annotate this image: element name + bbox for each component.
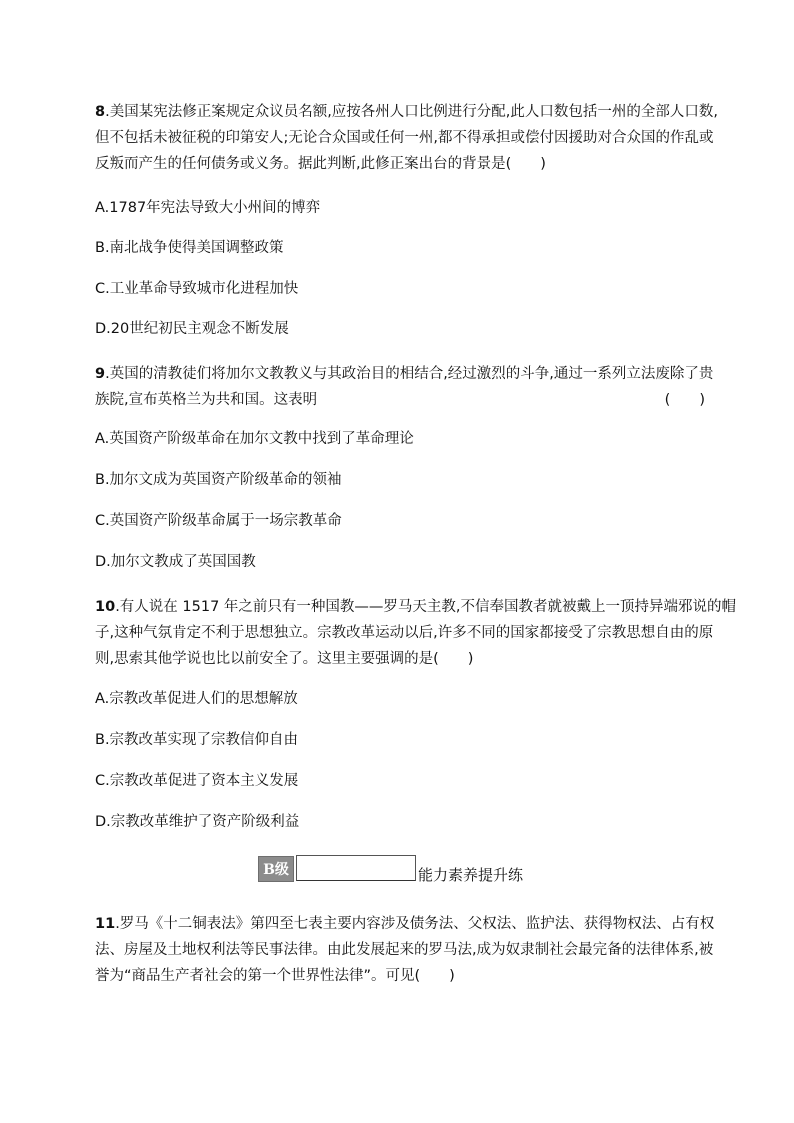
q9-option-a[interactable]: A.英国资产阶级革命在加尔文教中找到了革命理论 [95,431,414,447]
question-9-line-2: 族院,宣布英格兰为共和国。这表明 ( ) [95,387,705,413]
level-underline-box [296,855,416,881]
q8-option-a[interactable]: A.1787年宪法导致大小州间的博弈 [95,200,321,216]
question-10-line-3: 则,思索其他学说也比以前安全了。这里主要强调的是( ) [95,651,474,667]
q9-option-d[interactable]: D.加尔文教成了英国国教 [95,554,256,570]
question-9 [95,361,714,413]
level-badge: B级 [258,856,294,882]
answer-paren: ( ) [664,392,705,408]
q10-option-c[interactable]: C.宗教改革促进了资本主义发展 [95,773,299,789]
question-8-line-3: 反叛而产生的任何债务或义务。据此判断,此修正案出台的背景是( ) [95,156,546,172]
question-number: 8 [95,104,106,120]
question-10-line-1: 10.有人说在 1517 年之前只有一种国教——罗马天主教,不信奉国教者就被戴上一顶持异端邪说的帽 [95,599,737,615]
question-11-line-1: 11.罗马《十二铜表法》第四至七表主要内容涉及债务法、父权法、监护法、获得物权法、占有权 [95,916,715,932]
q10-option-b[interactable]: B.宗教改革实现了宗教信仰自由 [95,732,299,748]
question-10 [95,594,737,672]
q10-option-a[interactable]: A.宗教改革促进人们的思想解放 [95,691,298,707]
question-number: 9 [95,366,106,382]
question-8-line-1: 8.美国某宪法修正案规定众议员名额,应按各州人口比例进行分配,此人口数包括一州的全部人口数, [95,104,719,120]
level-title: 能力素养提升练 [418,866,524,884]
question-11 [95,911,715,989]
question-number: 10 [95,599,116,615]
question-number: 11 [95,916,116,932]
q9-option-b[interactable]: B.加尔文成为英国资产阶级革命的领袖 [95,472,342,488]
question-8-line-2: 但不包括未被征税的印第安人;无论合众国或任何一州,都不得承担或偿付因援助对合众国的作乱或 [95,130,714,146]
question-11-line-2: 法、房屋及土地权利法等民事法律。由此发展起来的罗马法,成为奴隶制社会最完备的法律体系,被 [95,942,714,958]
question-9-line-1: 9.英国的清教徒们将加尔文教教义与其政治目的相结合,经过激烈的斗争,通过一系列立法废除了贵 [95,366,714,382]
q8-option-d[interactable]: D.20世纪初民主观念不断发展 [95,321,289,337]
q10-option-d[interactable]: D.宗教改革维护了资产阶级利益 [95,814,300,830]
q9-option-c[interactable]: C.英国资产阶级革命属于一场宗教革命 [95,513,342,529]
question-8 [95,99,719,177]
question-11-line-3: 誉为“商品生产者社会的第一个世界性法律”。可见( ) [95,968,455,984]
q8-option-c[interactable]: C.工业革命导致城市化进程加快 [95,281,299,297]
q8-option-b[interactable]: B.南北战争使得美国调整政策 [95,240,284,256]
question-10-line-2: 子,这种气氛肯定不利于思想独立。宗教改革运动以后,许多不同的国家都接受了宗教思想自由的原 [95,625,714,641]
section-level-heading [258,855,558,885]
